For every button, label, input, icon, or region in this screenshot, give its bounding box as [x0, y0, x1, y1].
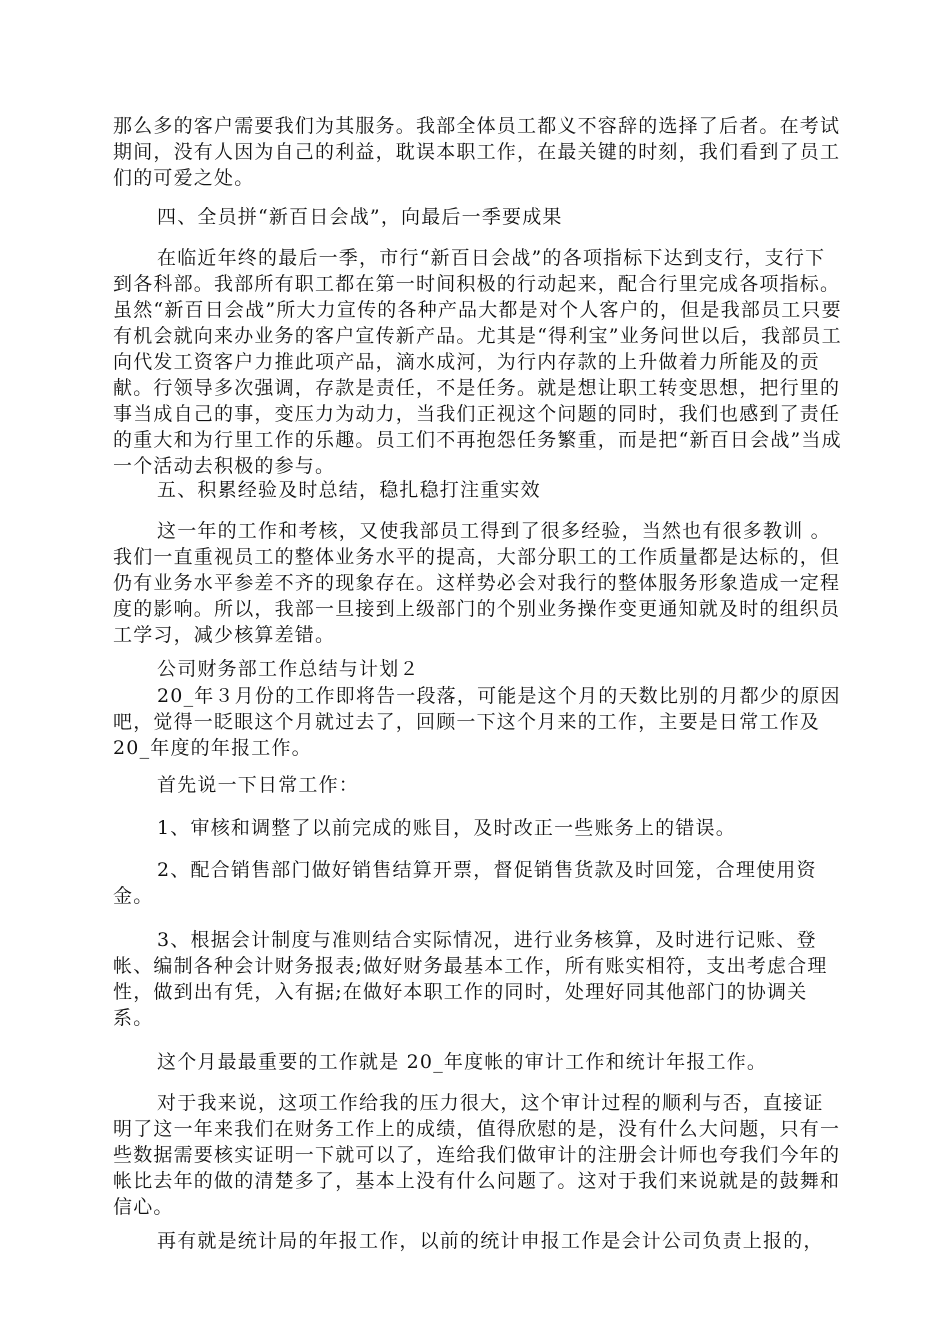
paragraph-statistics-report: 再有就是统计局的年报工作，以前的统计申报工作是会计公司负责上报的，: [157, 1230, 824, 1252]
paragraph-audit-importance: 这个月最最重要的工作就是 20_年度帐的审计工作和统计年报工作。: [157, 1051, 768, 1073]
heading-section-five: 五、积累经验及时总结，稳扎稳打注重实效: [157, 479, 541, 501]
paragraph-march-work: 20_年３月份的工作即将告一段落，可能是这个月的天数比别的月都少的原因吧，觉得一眨眼这个月就过去了，回顾一下这个月来的工作，主要是日常工作及 20_年度的年报工作。: [113, 685, 841, 759]
paragraph-experience-summary: 这一年的工作和考核，又使我部员工得到了很多经验，当然也有很多教训 。我们一直重视员工的整体业务水平的提高，大部分职工的工作质量都是达标的，但仍有业务水平参差不齐的现象存在。这样势必会对我行的整体服务形象造成一定程度的影响。所以，我部一旦接到上级部门的个别业务操作变更通知就及时的组织员工学习，减少核算差错。: [113, 520, 841, 646]
paragraph-audit-pressure: 对于我来说，这项工作给我的压力很大，这个审计过程的顺利与否，直接证明了这一年来我们在财务工作上的成绩，值得欣慰的是，没有什么大问题，只有一些数据需要核实证明一下就可以了，连给我们做审计的注册会计师也夸我们今年的帐比去年的做的清楚多了，基本上没有什么问题了。这对于我们来说就是的鼓舞和信心。: [113, 1092, 841, 1218]
heading-section-four: 四、全员拼“新百日会战”，向最后一季要成果: [157, 206, 563, 228]
list-item-three: 3、根据会计制度与准则结合实际情况，进行业务核算，及时进行记账、登帐、编制各种会计财务报表;做好财务最基本工作，所有账实相符，支出考虑合理性，做到出有凭，入有据;在做好本职工作的同时，处理好同其他部门的协调关系。: [113, 929, 828, 1029]
paragraph-continued-customers: 那么多的客户需要我们为其服务。我部全体员工都义不容辞的选择了后者。在考试期间，没有人因为自己的利益，耽误本职工作，在最关键的时刻，我们看到了员工们的可爱之处。: [113, 115, 841, 189]
list-item-one: 1、审核和调整了以前完成的账目，及时改正一些账务上的错误。: [157, 817, 736, 839]
paragraph-daily-work-intro: 首先说一下日常工作：: [157, 774, 360, 796]
paragraph-new-hundred-days: 在临近年终的最后一季，市行“新百日会战”的各项指标下达到支行，支行下到各科部。我部所有职工都在第一时间积极的行动起来，配合行里完成各项指标。虽然“新百日会战”所大力宣传的各种产品大都是对个人客户的，但是我部员工只要有机会就向来办业务的客户宣传新产品。尤其是“得利宝”业务问世以后，我部员工向代发工资客户力推此项产品，滴水成河，为行内存款的上升做着力所能及的贡献。行领导多次强调，存款是责任，不是任务。就是想让职工转变思想，把行里的事当成自己的事，变压力为动力，当我们正视这个问题的同时，我们也感到了责任的重大和为行里工作的乐趣。员工们不再抱怨任务繁重，而是把“新百日会战”当成一个活动去积极的参与。: [113, 247, 842, 477]
heading-finance-summary-two: 公司财务部工作总结与计划２: [157, 658, 420, 680]
list-item-two: 2、配合销售部门做好销售结算开票，督促销售货款及时回笼，合理使用资金。: [113, 859, 817, 907]
